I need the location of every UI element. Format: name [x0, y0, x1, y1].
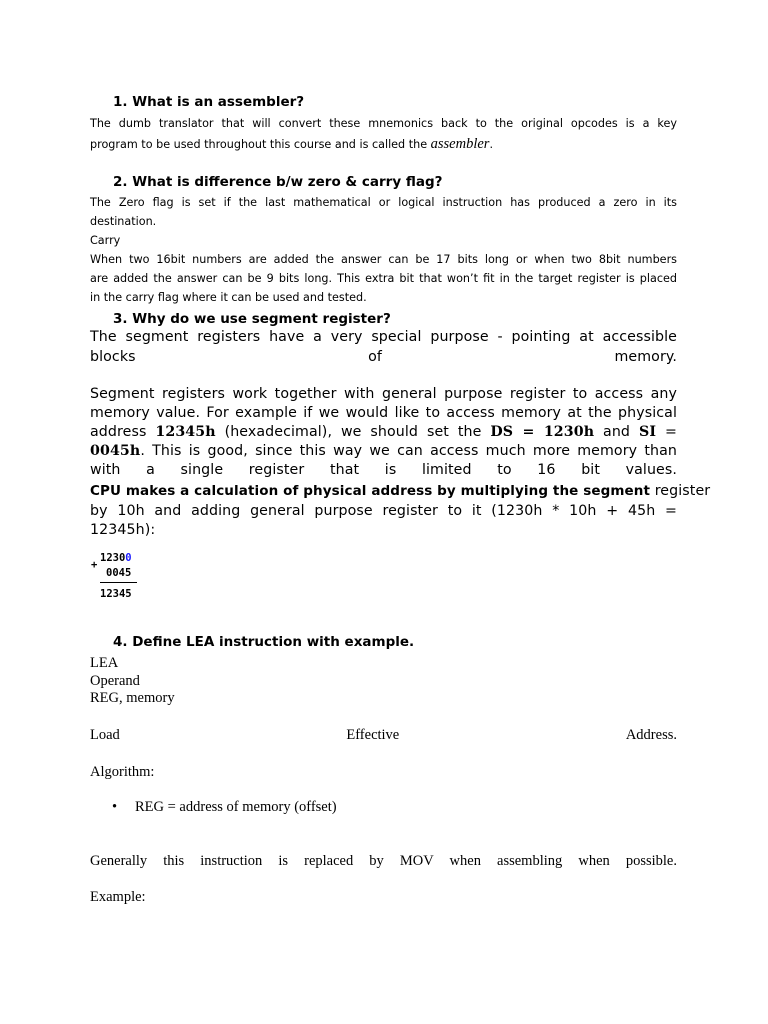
text-good: . This is good, since this way we can access much more memory than: [140, 443, 677, 459]
carry-line3: in the carry flag where it can be used and tested.: [90, 291, 367, 304]
text-and: and: [594, 424, 639, 440]
segment-para1-line2: [90, 349, 677, 365]
word-blocks: blocks: [90, 349, 136, 365]
q1-line2-period: .: [489, 138, 494, 151]
carry-label: Carry: [90, 234, 121, 247]
q1-answer-line2: [90, 136, 493, 153]
heading-q1: 1. What is an assembler?: [113, 94, 305, 110]
bullet-icon: •: [112, 799, 118, 815]
zero-flag-line2: destination.: [90, 215, 157, 228]
segment-para2-line3: [90, 424, 677, 440]
segment-para2-line2: memory value. For example if we would like to access memory at the physical: [90, 405, 677, 421]
word-load: Load: [90, 727, 120, 743]
text-hex: (hexadecimal), we should set the: [215, 424, 491, 440]
segment-para1-line1: The segment registers have a very special purpose - pointing at accessible: [90, 329, 677, 345]
carry-line2: are added the answer can be 9 bits long. This extra bit that won’t fit in the target register is placed: [90, 272, 677, 285]
value-0045h: 0045h: [90, 443, 141, 459]
calc-sum-line: [100, 582, 137, 583]
generally-line: Generally this instruction is replaced by MOV when assembling when possible.: [90, 853, 677, 869]
reg-memory-label: REG, memory: [90, 690, 175, 706]
algorithm-step: REG = address of memory (offset): [135, 799, 337, 815]
segment-para2-line4: [90, 443, 677, 459]
heading-q4: 4. Define LEA instruction with example.: [113, 634, 415, 650]
segment-para2-line1: Segment registers work together with general purpose register to access any: [90, 386, 677, 402]
calc-row1-digits: 1230: [100, 552, 126, 564]
operand-label: Operand: [90, 673, 140, 689]
calc-row1-shift-digit: 0: [125, 552, 132, 564]
lea-expansion: [90, 727, 677, 744]
segment-para2-line6: [90, 483, 711, 499]
q1-answer-line1: The dumb translator that will convert these mnemonics back to the original opcodes is a key: [90, 117, 677, 130]
carry-line1: When two 16bit numbers are added the answer can be 17 bits long or when two 8bit numbers: [90, 253, 677, 266]
text-equals: =: [656, 424, 677, 440]
word-memory: memory.: [614, 349, 677, 365]
value-12345h: 12345h: [155, 424, 216, 440]
value-ds: DS = 1230h: [490, 424, 595, 440]
calculation-figure: [90, 550, 150, 606]
text-register: register: [650, 483, 711, 499]
text-address: address: [90, 424, 156, 440]
calc-row1: [100, 552, 132, 564]
calc-result: 12345: [100, 588, 132, 600]
calc-row2: 0045: [106, 567, 132, 579]
lea-label: LEA: [90, 655, 119, 671]
algorithm-label: Algorithm:: [90, 764, 155, 780]
plus-sign: +: [91, 559, 98, 571]
heading-q2: 2. What is difference b/w zero & carry flag?: [113, 174, 443, 190]
cpu-bold-text: CPU makes a calculation of physical address by multiplying the segment: [90, 483, 651, 499]
word-effective: Effective: [346, 727, 400, 743]
segment-para2-line7: by 10h and adding general purpose register to it (1230h * 10h + 45h =: [90, 503, 677, 519]
assembler-term: assembler: [430, 136, 490, 152]
q1-line2-text: program to be used throughout this course and is called the: [90, 138, 431, 151]
example-label: Example:: [90, 889, 146, 905]
heading-q3: 3. Why do we use segment register?: [113, 311, 391, 327]
word-of: of: [368, 349, 383, 365]
value-si: SI: [638, 424, 657, 440]
zero-flag-line1: The Zero flag is set if the last mathematical or logical instruction has produced a zero in its: [90, 196, 677, 209]
word-address: Address.: [625, 727, 677, 743]
segment-para2-line8: 12345h):: [90, 522, 156, 538]
segment-para2-line5: with a single register that is limited to 16 bit values.: [90, 462, 677, 478]
